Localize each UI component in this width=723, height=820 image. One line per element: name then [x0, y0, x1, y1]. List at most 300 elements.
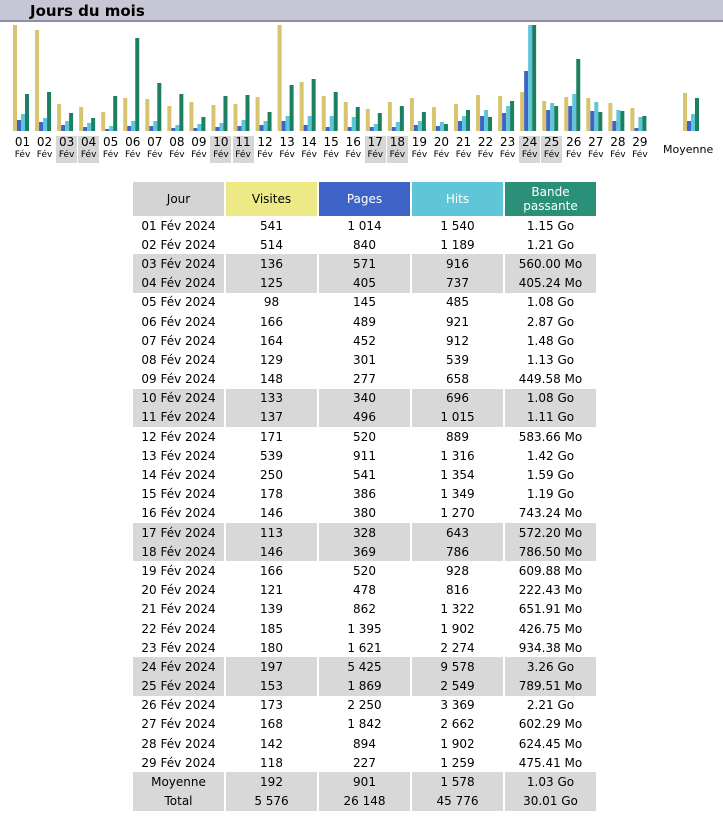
cell-pages: 5 425	[319, 657, 410, 676]
cell-bandwidth: 1.13 Go	[526, 352, 575, 367]
table-row	[133, 254, 596, 273]
bar-bandwidth-23	[510, 101, 514, 131]
table-row	[133, 677, 596, 696]
day-month: Fév	[543, 150, 560, 160]
bar-bandwidth-26	[576, 59, 580, 131]
day-month: Fév	[521, 150, 538, 160]
bar-pages-15	[326, 127, 330, 131]
bar-visits-19	[410, 98, 414, 131]
bar-visits-26	[564, 97, 568, 131]
cell-hits: 1 015	[412, 408, 503, 427]
bar-pages-11	[238, 126, 242, 131]
bar-visits-21	[454, 104, 458, 131]
bar-pages-04	[83, 127, 87, 131]
header-day: Jour	[133, 182, 224, 216]
cell-hits: 916	[412, 254, 503, 273]
cell-day: 16 Fév 2024	[141, 506, 216, 521]
cell-visits: 164	[260, 333, 283, 348]
bar-average-visits	[683, 93, 687, 131]
chart-day-label	[100, 136, 121, 163]
chart-day-label	[387, 136, 408, 163]
bar-pages-28	[612, 121, 616, 131]
cell-hits: 3 369	[440, 698, 475, 713]
day-month: Fév	[411, 150, 428, 160]
cell-pages: 496	[319, 408, 410, 427]
day-number: 03	[58, 135, 75, 149]
bar-visits-02	[35, 30, 39, 131]
cell-day: 26 Fév 2024	[141, 698, 216, 713]
cell-hits: 1 902	[440, 621, 475, 636]
chart-day-label	[409, 136, 430, 163]
chart-day-label	[629, 136, 650, 163]
bar-visits-12	[256, 97, 260, 131]
bar-visits-27	[586, 98, 590, 131]
cell-hits: 889	[446, 429, 469, 444]
table-row	[133, 408, 596, 427]
bar-bandwidth-28	[620, 111, 624, 131]
cell-pages: 380	[353, 506, 376, 521]
bar-visits-06	[123, 98, 127, 131]
cell-bandwidth: 651.91 Mo	[518, 602, 583, 617]
bar-hits-28	[616, 110, 620, 131]
bar-hits-29	[638, 117, 642, 131]
day-month: Fév	[301, 150, 317, 160]
day-month: Fév	[235, 150, 251, 160]
header-hits: Hits	[412, 182, 503, 216]
cell-day: 01 Fév 2024	[141, 218, 216, 233]
table-row	[133, 734, 596, 753]
bar-hits-11	[242, 120, 246, 131]
day-month: Fév	[588, 150, 604, 160]
chart-day-label	[365, 136, 386, 163]
bar-bandwidth-11	[246, 95, 250, 131]
bar-bandwidth-22	[488, 117, 492, 131]
bar-visits-15	[322, 96, 326, 131]
cell-pages: 328	[319, 523, 410, 542]
day-month: Fév	[14, 150, 31, 160]
cell-pages: 901	[319, 772, 410, 791]
section-title: Jours du mois	[30, 2, 145, 20]
bar-hits-14	[308, 116, 312, 131]
bar-bandwidth-24	[532, 25, 536, 131]
cell-pages: 840	[353, 237, 376, 252]
cell-bandwidth: 602.29 Mo	[518, 717, 583, 732]
bar-visits-08	[167, 106, 171, 131]
chart-day-label	[78, 136, 99, 163]
cell-pages: 1 621	[347, 640, 382, 655]
day-month: Fév	[279, 150, 295, 160]
cell-bandwidth: 426.75 Mo	[518, 621, 583, 636]
cell-day: 17 Fév 2024	[133, 523, 224, 542]
average-row	[133, 772, 596, 791]
cell-visits: 153	[226, 677, 317, 696]
bar-pages-23	[502, 113, 506, 131]
cell-hits: 921	[446, 314, 469, 329]
cell-day: 21 Fév 2024	[141, 602, 216, 617]
chart-day-label	[166, 136, 187, 163]
cell-visits: 541	[260, 218, 283, 233]
cell-pages: 1 014	[347, 218, 382, 233]
table-row	[133, 581, 596, 600]
cell-bandwidth: 583.66 Mo	[518, 429, 583, 444]
cell-bandwidth: 789.51 Mo	[505, 677, 596, 696]
cell-day: 10 Fév 2024	[133, 389, 224, 408]
day-number: 19	[411, 135, 428, 149]
cell-hits: 737	[412, 274, 503, 293]
day-month: Fév	[36, 150, 53, 160]
cell-bandwidth: 222.43 Mo	[518, 583, 583, 598]
day-number: 07	[147, 135, 163, 149]
cell-bandwidth: 2.87 Go	[526, 314, 575, 329]
bar-visits-29	[630, 108, 634, 131]
table-row	[133, 293, 596, 312]
bar-visits-14	[300, 82, 304, 131]
bar-bandwidth-19	[422, 112, 426, 131]
cell-hits: 9 578	[412, 657, 503, 676]
cell-visits: 137	[226, 408, 317, 427]
cell-hits: 1 322	[440, 602, 475, 617]
day-number: 21	[455, 135, 472, 149]
day-month: Fév	[433, 150, 450, 160]
bar-visits-09	[189, 102, 193, 131]
day-month: Fév	[632, 150, 648, 160]
day-number: 05	[103, 135, 119, 149]
bar-average-bandwidth	[695, 98, 699, 131]
cell-visits: 514	[260, 237, 283, 252]
cell-bandwidth: 3.26 Go	[505, 657, 596, 676]
bar-hits-19	[418, 121, 422, 131]
day-month: Fév	[477, 150, 494, 160]
cell-bandwidth: 1.08 Go	[526, 295, 575, 310]
bar-hits-21	[462, 116, 466, 131]
cell-visits: 148	[260, 372, 283, 387]
chart-day-label	[210, 136, 231, 163]
bar-pages-10	[215, 127, 219, 131]
cell-hits: 485	[446, 295, 469, 310]
chart-average-label: Moyenne	[663, 143, 714, 156]
cell-bandwidth: 449.58 Mo	[518, 372, 583, 387]
cell-visits: 173	[260, 698, 283, 713]
bar-visits-18	[388, 102, 392, 131]
cell-hits: 1 540	[440, 218, 475, 233]
day-number: 04	[81, 135, 97, 149]
chart-day-label	[56, 136, 77, 163]
bar-pages-12	[260, 125, 264, 131]
cell-day: 09 Fév 2024	[141, 372, 216, 387]
chart-day-label	[233, 136, 254, 163]
cell-visits: 133	[226, 389, 317, 408]
bar-visits-11	[234, 104, 238, 131]
bar-pages-06	[127, 126, 131, 131]
cell-pages: 277	[353, 372, 376, 387]
bar-visits-28	[608, 103, 612, 131]
cell-bandwidth: 1.15 Go	[526, 218, 575, 233]
bar-bandwidth-07	[157, 83, 161, 131]
cell-hits: 1 902	[440, 736, 475, 751]
bar-visits-17	[366, 109, 370, 131]
cell-bandwidth: 2.21 Go	[526, 698, 575, 713]
day-number: 10	[213, 135, 229, 149]
bar-visits-16	[344, 102, 348, 131]
table-row	[133, 485, 596, 504]
day-month: Fév	[389, 150, 406, 160]
cell-visits: 113	[226, 523, 317, 542]
chart-day-label	[475, 136, 496, 163]
bar-pages-27	[590, 111, 594, 131]
cell-day: 25 Fév 2024	[133, 677, 224, 696]
cell-hits: 1 270	[440, 506, 475, 521]
cell-pages: 489	[353, 314, 376, 329]
bar-hits-09	[197, 124, 201, 131]
bar-bandwidth-03	[69, 113, 73, 131]
day-month: Fév	[257, 150, 273, 160]
bar-hits-27	[594, 102, 598, 131]
bar-hits-22	[484, 110, 488, 131]
days-table	[131, 182, 598, 811]
chart-day-label	[255, 136, 276, 163]
chart-day-label	[541, 136, 562, 163]
day-number: 24	[522, 135, 538, 149]
table-row	[133, 561, 596, 580]
cell-pages: 541	[353, 468, 376, 483]
chart-day-label	[497, 136, 518, 163]
bar-bandwidth-06	[135, 38, 139, 131]
day-number: 29	[632, 135, 648, 149]
cell-bandwidth: 405.24 Mo	[505, 274, 596, 293]
bar-pages-14	[304, 125, 308, 131]
day-number: 13	[279, 135, 295, 149]
cell-day: 29 Fév 2024	[141, 755, 216, 770]
bar-bandwidth-09	[201, 117, 205, 131]
bar-average-hits	[691, 114, 695, 131]
table-row	[133, 312, 596, 331]
table-row	[133, 657, 596, 676]
bar-visits-03	[57, 104, 61, 131]
cell-pages: 1 842	[347, 717, 382, 732]
cell-bandwidth: 572.20 Mo	[505, 523, 596, 542]
cell-visits: 136	[226, 254, 317, 273]
bar-pages-26	[568, 106, 572, 131]
bar-pages-25	[546, 110, 550, 131]
day-number: 11	[235, 135, 251, 149]
bar-bandwidth-29	[642, 116, 646, 131]
day-month: Fév	[147, 150, 163, 160]
cell-pages: 862	[353, 602, 376, 617]
bar-hits-16	[352, 117, 356, 131]
cell-bandwidth: 1.59 Go	[526, 468, 575, 483]
table-row	[133, 523, 596, 542]
bar-pages-22	[480, 116, 484, 131]
cell-bandwidth: 1.48 Go	[526, 333, 575, 348]
day-number: 01	[14, 135, 31, 149]
cell-pages: 2 250	[347, 698, 382, 713]
cell-hits: 786	[412, 542, 503, 561]
cell-bandwidth: 934.38 Mo	[518, 640, 583, 655]
bar-bandwidth-14	[312, 79, 316, 131]
day-number: 17	[367, 135, 383, 149]
day-month: Fév	[124, 150, 141, 160]
cell-day: 27 Fév 2024	[141, 717, 216, 732]
bar-visits-23	[498, 96, 502, 131]
bar-visits-13	[278, 25, 282, 131]
cell-bandwidth: 786.50 Mo	[505, 542, 596, 561]
day-month: Fév	[610, 150, 626, 160]
cell-visits: 178	[260, 487, 283, 502]
bar-average-pages	[687, 121, 691, 131]
bar-hits-23	[506, 106, 510, 131]
day-number: 26	[566, 135, 582, 149]
bar-visits-24	[520, 92, 524, 131]
day-month: Fév	[499, 150, 516, 160]
cell-visits: 250	[260, 468, 283, 483]
bar-hits-24	[528, 25, 532, 131]
bar-bandwidth-05	[113, 96, 117, 131]
table-body	[133, 216, 596, 811]
bar-visits-20	[432, 107, 436, 131]
cell-pages: 301	[353, 352, 376, 367]
bar-bandwidth-20	[444, 124, 448, 131]
bar-hits-07	[153, 121, 157, 131]
cell-visits: 168	[260, 717, 283, 732]
cell-visits: 139	[260, 602, 283, 617]
table-row	[133, 216, 596, 235]
bar-hits-15	[330, 116, 334, 131]
day-number: 20	[433, 135, 450, 149]
day-number: 16	[345, 135, 361, 149]
cell-day: 20 Fév 2024	[141, 583, 216, 598]
total-row	[133, 792, 596, 811]
day-number: 25	[544, 135, 560, 149]
bar-pages-13	[282, 121, 286, 131]
day-number: 12	[257, 135, 273, 149]
bar-visits-07	[145, 99, 149, 131]
chart-day-label	[34, 136, 55, 163]
table-row	[133, 600, 596, 619]
cell-hits: 539	[446, 352, 469, 367]
cell-day: 28 Fév 2024	[141, 736, 216, 751]
table-row	[133, 389, 596, 408]
bar-pages-21	[458, 121, 462, 131]
chart-day-label	[277, 136, 298, 163]
cell-bandwidth: 624.45 Mo	[518, 736, 583, 751]
day-month: Fév	[323, 150, 339, 160]
cell-hits: 1 578	[412, 772, 503, 791]
bar-bandwidth-18	[400, 106, 404, 131]
chart-day-label	[563, 136, 584, 163]
bar-hits-12	[264, 121, 268, 131]
cell-visits: 539	[260, 448, 283, 463]
cell-visits: 118	[260, 755, 283, 770]
section-header	[0, 0, 723, 22]
header-bandwidth: Bande passante	[505, 182, 596, 216]
bar-pages-07	[149, 126, 153, 131]
bar-pages-05	[105, 129, 109, 131]
bar-visits-01	[13, 25, 17, 131]
table-row	[133, 427, 596, 446]
bar-visits-04	[79, 107, 83, 131]
chart-day-label	[188, 136, 209, 163]
day-number: 23	[499, 135, 516, 149]
bar-bandwidth-25	[554, 106, 558, 131]
day-number: 18	[389, 135, 405, 149]
chart-day-label	[453, 136, 474, 163]
cell-pages: 1 869	[319, 677, 410, 696]
cell-pages: 911	[353, 448, 376, 463]
cell-day: 04 Fév 2024	[133, 274, 224, 293]
bar-hits-20	[440, 122, 444, 131]
cell-day: 11 Fév 2024	[133, 408, 224, 427]
bar-bandwidth-04	[91, 118, 95, 131]
chart-day-label	[343, 136, 364, 163]
bar-pages-19	[414, 125, 418, 131]
cell-visits: 142	[260, 736, 283, 751]
table-row	[133, 274, 596, 293]
cell-bandwidth: 609.88 Mo	[518, 563, 583, 578]
cell-visits: 5 576	[226, 792, 317, 811]
bar-pages-02	[39, 122, 43, 131]
day-number: 15	[323, 135, 339, 149]
bar-pages-01	[17, 120, 21, 131]
day-number: 09	[191, 135, 207, 149]
bar-bandwidth-13	[290, 85, 294, 131]
cell-day: 06 Fév 2024	[141, 314, 216, 329]
cell-hits: 643	[412, 523, 503, 542]
cell-pages: 571	[319, 254, 410, 273]
bar-pages-08	[171, 128, 175, 131]
bar-hits-26	[572, 94, 576, 131]
cell-bandwidth: 475.41 Mo	[518, 755, 583, 770]
bar-bandwidth-02	[47, 92, 51, 131]
bar-hits-10	[219, 123, 223, 131]
bar-visits-10	[211, 105, 215, 131]
table-row	[133, 350, 596, 369]
day-month: Fév	[345, 150, 362, 160]
bar-pages-29	[634, 128, 638, 131]
cell-bandwidth: 1.11 Go	[505, 408, 596, 427]
bar-pages-20	[436, 126, 440, 131]
cell-day: 05 Fév 2024	[141, 295, 216, 310]
bar-bandwidth-10	[223, 96, 227, 131]
day-month: Fév	[169, 150, 185, 160]
day-number: 06	[125, 135, 141, 149]
cell-day: 14 Fév 2024	[141, 468, 216, 483]
daily-bar-chart	[0, 24, 723, 136]
cell-bandwidth: 743.24 Mo	[518, 506, 583, 521]
bar-hits-13	[286, 116, 290, 131]
cell-visits: 146	[260, 506, 283, 521]
chart-day-label	[12, 136, 33, 163]
bar-hits-02	[43, 118, 47, 131]
bar-pages-03	[61, 125, 65, 131]
bar-bandwidth-08	[179, 94, 183, 131]
cell-visits: 180	[260, 640, 283, 655]
cell-hits: 912	[446, 333, 469, 348]
bar-bandwidth-17	[378, 113, 382, 131]
cell-day: 23 Fév 2024	[141, 640, 216, 655]
day-month: Fév	[58, 150, 75, 160]
table-row	[133, 465, 596, 484]
day-month: Fév	[191, 150, 207, 160]
bar-hits-05	[109, 126, 113, 131]
cell-pages: 520	[353, 429, 376, 444]
cell-pages: 1 395	[347, 621, 382, 636]
day-month: Fév	[565, 150, 582, 160]
cell-day: 15 Fév 2024	[141, 487, 216, 502]
bar-pages-18	[392, 127, 396, 131]
cell-pages: 894	[353, 736, 376, 751]
cell-visits: 171	[260, 429, 283, 444]
cell-bandwidth: 1.21 Go	[526, 237, 575, 252]
